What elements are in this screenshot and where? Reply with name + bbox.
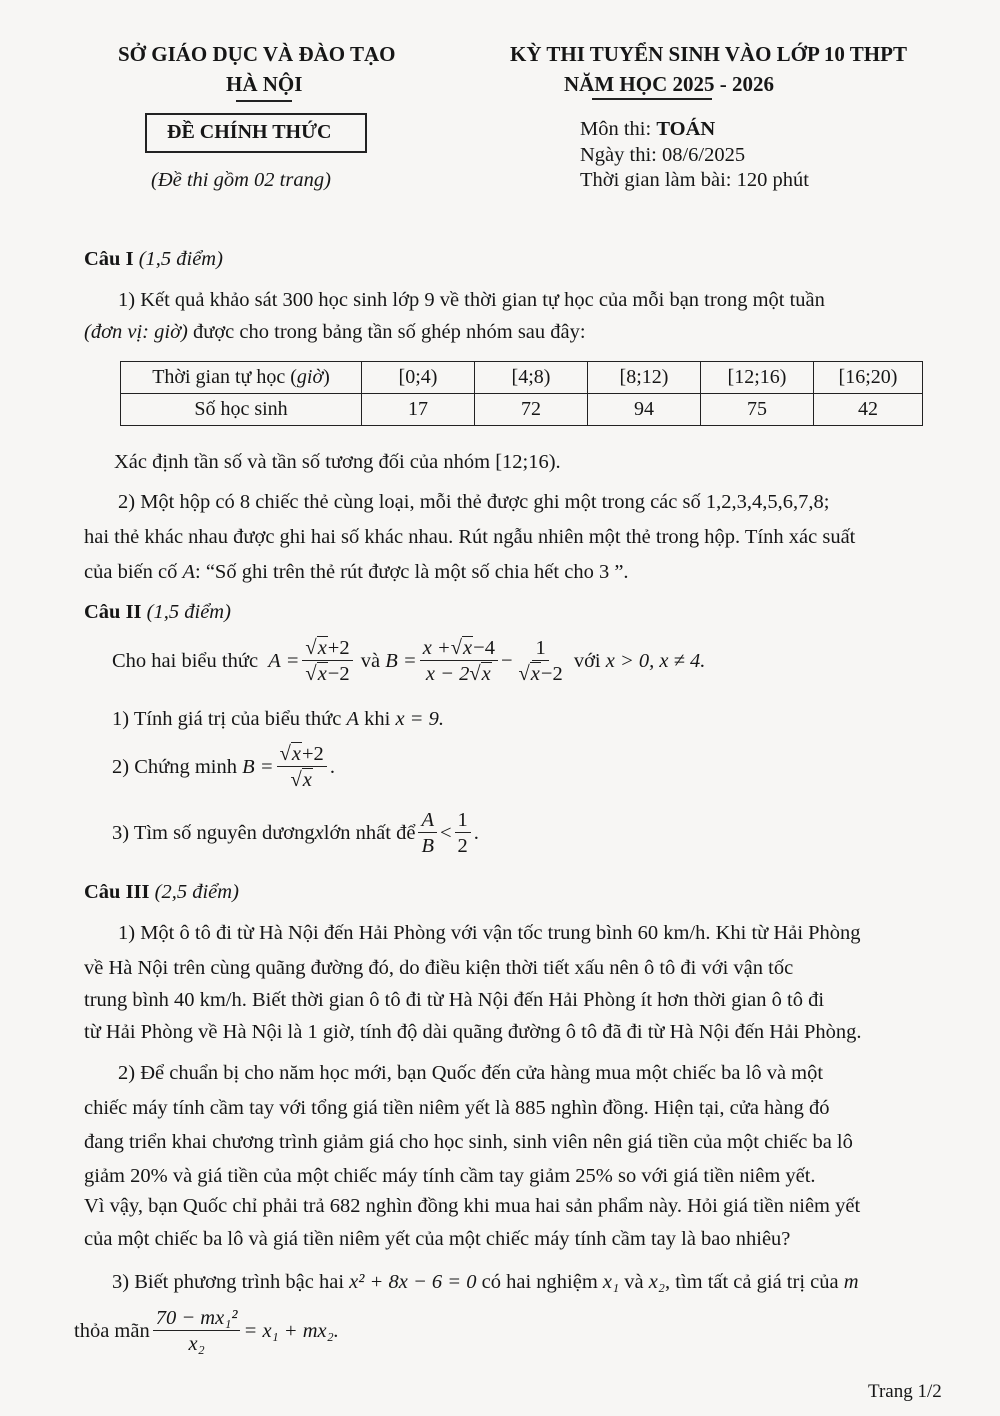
text: có hai nghiệm: [476, 1271, 603, 1293]
q3-part3-line2: [74, 1306, 339, 1357]
text: thỏa mãn: [74, 1320, 150, 1342]
q1-part2-line2: hai thẻ khác nhau được ghi hai số khác nhau. Rút ngẫu nhiên một thẻ trong hộp. Tính xác suất: [84, 526, 856, 548]
unit-note: (đơn vị: giờ): [84, 321, 188, 343]
radicand: x: [530, 663, 540, 685]
denominator: 2: [457, 835, 468, 857]
q3-part3-line1: [112, 1266, 859, 1298]
radicand: x: [463, 637, 473, 659]
expr-a-fraction: $\frac{√x+2}{√x-2}$: [302, 636, 352, 687]
city-name: HÀ NỘI: [226, 72, 303, 96]
value: x = 9.: [395, 708, 445, 730]
num-tail: +2: [327, 637, 350, 659]
question-2-title: Câu II: [84, 601, 142, 623]
numerator: A: [418, 808, 437, 833]
var: A: [346, 708, 359, 730]
text: 3) Tìm số nguyên dương: [112, 822, 315, 844]
less-than: <: [439, 822, 452, 844]
num-tail: +2: [302, 743, 324, 765]
num-tail: −4: [473, 637, 495, 659]
official-label: ĐỀ CHÍNH THỨC: [167, 121, 332, 143]
den-tail: −2: [540, 663, 563, 685]
radicand: x: [302, 769, 312, 791]
expr-b-label: B =: [385, 650, 417, 672]
quadratic-equation: x² + 8x − 6 = 0: [349, 1271, 477, 1293]
minus-sign: −: [500, 650, 513, 672]
half-fraction: [455, 808, 471, 859]
page-number: Trang 1/2: [868, 1381, 942, 1402]
text: , tìm tất cả giá trị của: [664, 1271, 844, 1293]
table-cell-count: 72: [475, 394, 588, 426]
header-unit: giờ: [296, 366, 324, 388]
exam-title: KỲ THI TUYỂN SINH VÀO LỚP 10 THPT: [510, 42, 907, 66]
table-cell-group: [8;12): [588, 362, 701, 394]
subject-value: TOÁN: [656, 118, 716, 140]
radicand: x: [317, 637, 327, 659]
table-cell-count: 17: [362, 394, 475, 426]
department-name: SỞ GIÁO DỤC VÀ ĐÀO TẠO: [118, 42, 396, 66]
table-row-counts: [121, 394, 923, 426]
text: lớn nhất để: [323, 822, 416, 844]
table-cell-group: [0;4): [362, 362, 475, 394]
frequency-table: [120, 361, 923, 426]
table-header-students: Số học sinh: [121, 394, 362, 426]
q3-part1-line3: trung bình 40 km/h. Biết thời gian ô tô đi từ Hà Nội đến Hải Phòng ít hơn thời gian ô tô đi: [84, 989, 825, 1011]
q1-part1-question: Xác định tần số và tần số tương đối của nhóm [12;16).: [114, 451, 561, 473]
var: x: [314, 822, 324, 844]
den-head: x − 2: [425, 663, 470, 685]
q3-part1-line2: về Hà Nội trên cùng quãng đường đó, do điều kiện thời tiết xấu nên ô tô đi với vận tốc: [84, 957, 794, 979]
q2-part3: [112, 808, 479, 859]
domain-condition: x > 0, x ≠ 4.: [605, 650, 706, 672]
lhs: B =: [242, 756, 274, 778]
rhs: = x₁ + mx₂.: [243, 1320, 339, 1342]
text: 3) Biết phương trình bậc hai: [112, 1271, 350, 1293]
q2-part2: [112, 742, 335, 793]
q3-part2-line3: đang triển khai chương trình giảm giá cho học sinh, sinh viên nên giá tiền của một chiếc ba lô: [84, 1131, 853, 1153]
q3-part2-line1: 2) Để chuẩn bị cho năm học mới, bạn Quốc đến cửa hàng mua một chiếc ba lô và một: [118, 1062, 824, 1084]
and-text: và: [360, 650, 381, 672]
with-text: với: [573, 650, 601, 672]
year-underline: [592, 98, 712, 100]
header-text: Thời gian tự học (: [152, 366, 297, 388]
proof-fraction: $\frac{√x+2}{√x}$: [277, 742, 327, 793]
param-m: m: [843, 1271, 859, 1293]
table-row-groups: [121, 362, 923, 394]
q3-part2-line2: chiếc máy tính cầm tay với tổng giá tiền niêm yết là 885 nghìn đồng. Hiện tại, cửa hàng đó: [84, 1097, 830, 1119]
q3-part2-line4: giảm 20% và giá tiền của một chiếc máy tính cầm tay giảm 25% so với giá tiền niêm yết.: [84, 1165, 816, 1187]
text: và: [619, 1271, 649, 1293]
question-2-points: (1,5 điểm): [146, 601, 231, 623]
q3-part2-line6: của một chiếc ba lô và giá tiền niêm yết của một chiếc máy tính cầm tay là bao nhiêu?: [84, 1228, 791, 1250]
table-cell-count: 75: [701, 394, 814, 426]
intro-text: Cho hai biểu thức: [112, 650, 259, 672]
dot: .: [329, 756, 335, 778]
q1-part2-line3: [84, 556, 629, 588]
q1-part2-line1: 2) Một hộp có 8 chiếc thẻ cùng loại, mỗi thẻ được ghi một trong các số 1,2,3,4,5,6,7,8;: [118, 491, 830, 513]
radicand: x: [317, 663, 327, 685]
root-x1: x₁: [602, 1271, 620, 1293]
text: 1) Tính giá trị của biểu thức: [112, 708, 347, 730]
radicand: x: [481, 663, 491, 685]
dot: .: [473, 822, 479, 844]
denominator: x₂: [188, 1333, 205, 1355]
event-var: A: [182, 561, 195, 583]
condition-fraction: [153, 1306, 241, 1357]
text: của biến cố: [84, 561, 183, 583]
expr-b-fraction-2: $\frac{1}{√x-2}$: [518, 637, 563, 685]
q1-part1-line1: 1) Kết quả khảo sát 300 học sinh lớp 9 về thời gian tự học của mỗi bạn trong một tuần: [118, 289, 825, 311]
q3-part1-line4: từ Hải Phòng về Hà Nội là 1 giờ, tính độ dài quãng đường ô tô đã đi từ Hà Nội đến Hải Phòng.: [84, 1021, 862, 1043]
question-2-heading: [84, 596, 231, 628]
text: khi: [359, 708, 396, 730]
question-3-heading: [84, 876, 239, 908]
question-3-title: Câu III: [84, 881, 150, 903]
table-cell-group: [4;8): [475, 362, 588, 394]
q3-part1-line1: 1) Một ô tô đi từ Hà Nội đến Hải Phòng với vận tốc trung bình 60 km/h. Khi từ Hải Phòng: [118, 922, 861, 944]
school-year: NĂM HỌC 2025 - 2026: [564, 72, 774, 96]
den-tail: −2: [327, 663, 350, 685]
text: : “Số ghi trên thẻ rút được là một số chia hết cho 3 ”.: [195, 561, 629, 583]
table-header-time: [121, 362, 362, 394]
radicand: x: [291, 743, 301, 765]
numerator: 70 − mx₁²: [153, 1306, 241, 1331]
q1-part1-line2-text: được cho trong bảng tần số ghép nhóm sau đây:: [187, 321, 586, 343]
table-cell-group: [16;20): [814, 362, 923, 394]
denominator: B: [421, 835, 434, 857]
num-head: x +: [422, 637, 451, 659]
numerator: 1: [532, 636, 548, 661]
table-cell-group: [12;16): [701, 362, 814, 394]
root-x2: x₂: [648, 1271, 665, 1293]
expr-b-fraction-1: $\frac{x +√x-4}{x - 2√x}$: [420, 636, 498, 687]
table-cell-count: 94: [588, 394, 701, 426]
official-stamp-box: [145, 113, 367, 153]
q2-part1: [112, 703, 444, 735]
city-underline: [236, 100, 292, 102]
numerator: 1: [455, 808, 471, 833]
ratio-fraction: [418, 808, 437, 859]
exam-date: Ngày thi: 08/6/2025: [580, 144, 746, 166]
exam-duration: Thời gian làm bài: 120 phút: [580, 169, 809, 191]
q3-part2-line5: Vì vậy, bạn Quốc chỉ phải trả 682 nghìn đồng khi mua hai sản phẩm này. Hỏi giá tiền niêm yết: [84, 1195, 861, 1217]
q2-expressions: [112, 636, 705, 687]
question-3-points: (2,5 điểm): [154, 881, 239, 903]
table-cell-count: 42: [814, 394, 923, 426]
text: 2) Chứng minh: [112, 756, 238, 778]
subject-label: Môn thi:: [580, 118, 657, 140]
question-1-title: Câu I: [84, 248, 134, 270]
question-1-heading: [84, 243, 223, 275]
pages-note: (Đề thi gồm 02 trang): [151, 169, 331, 191]
q1-part1-line2: [84, 316, 586, 348]
question-1-points: (1,5 điểm): [138, 248, 223, 270]
header-close: ): [323, 366, 330, 388]
expr-a-label: A =: [268, 650, 300, 672]
